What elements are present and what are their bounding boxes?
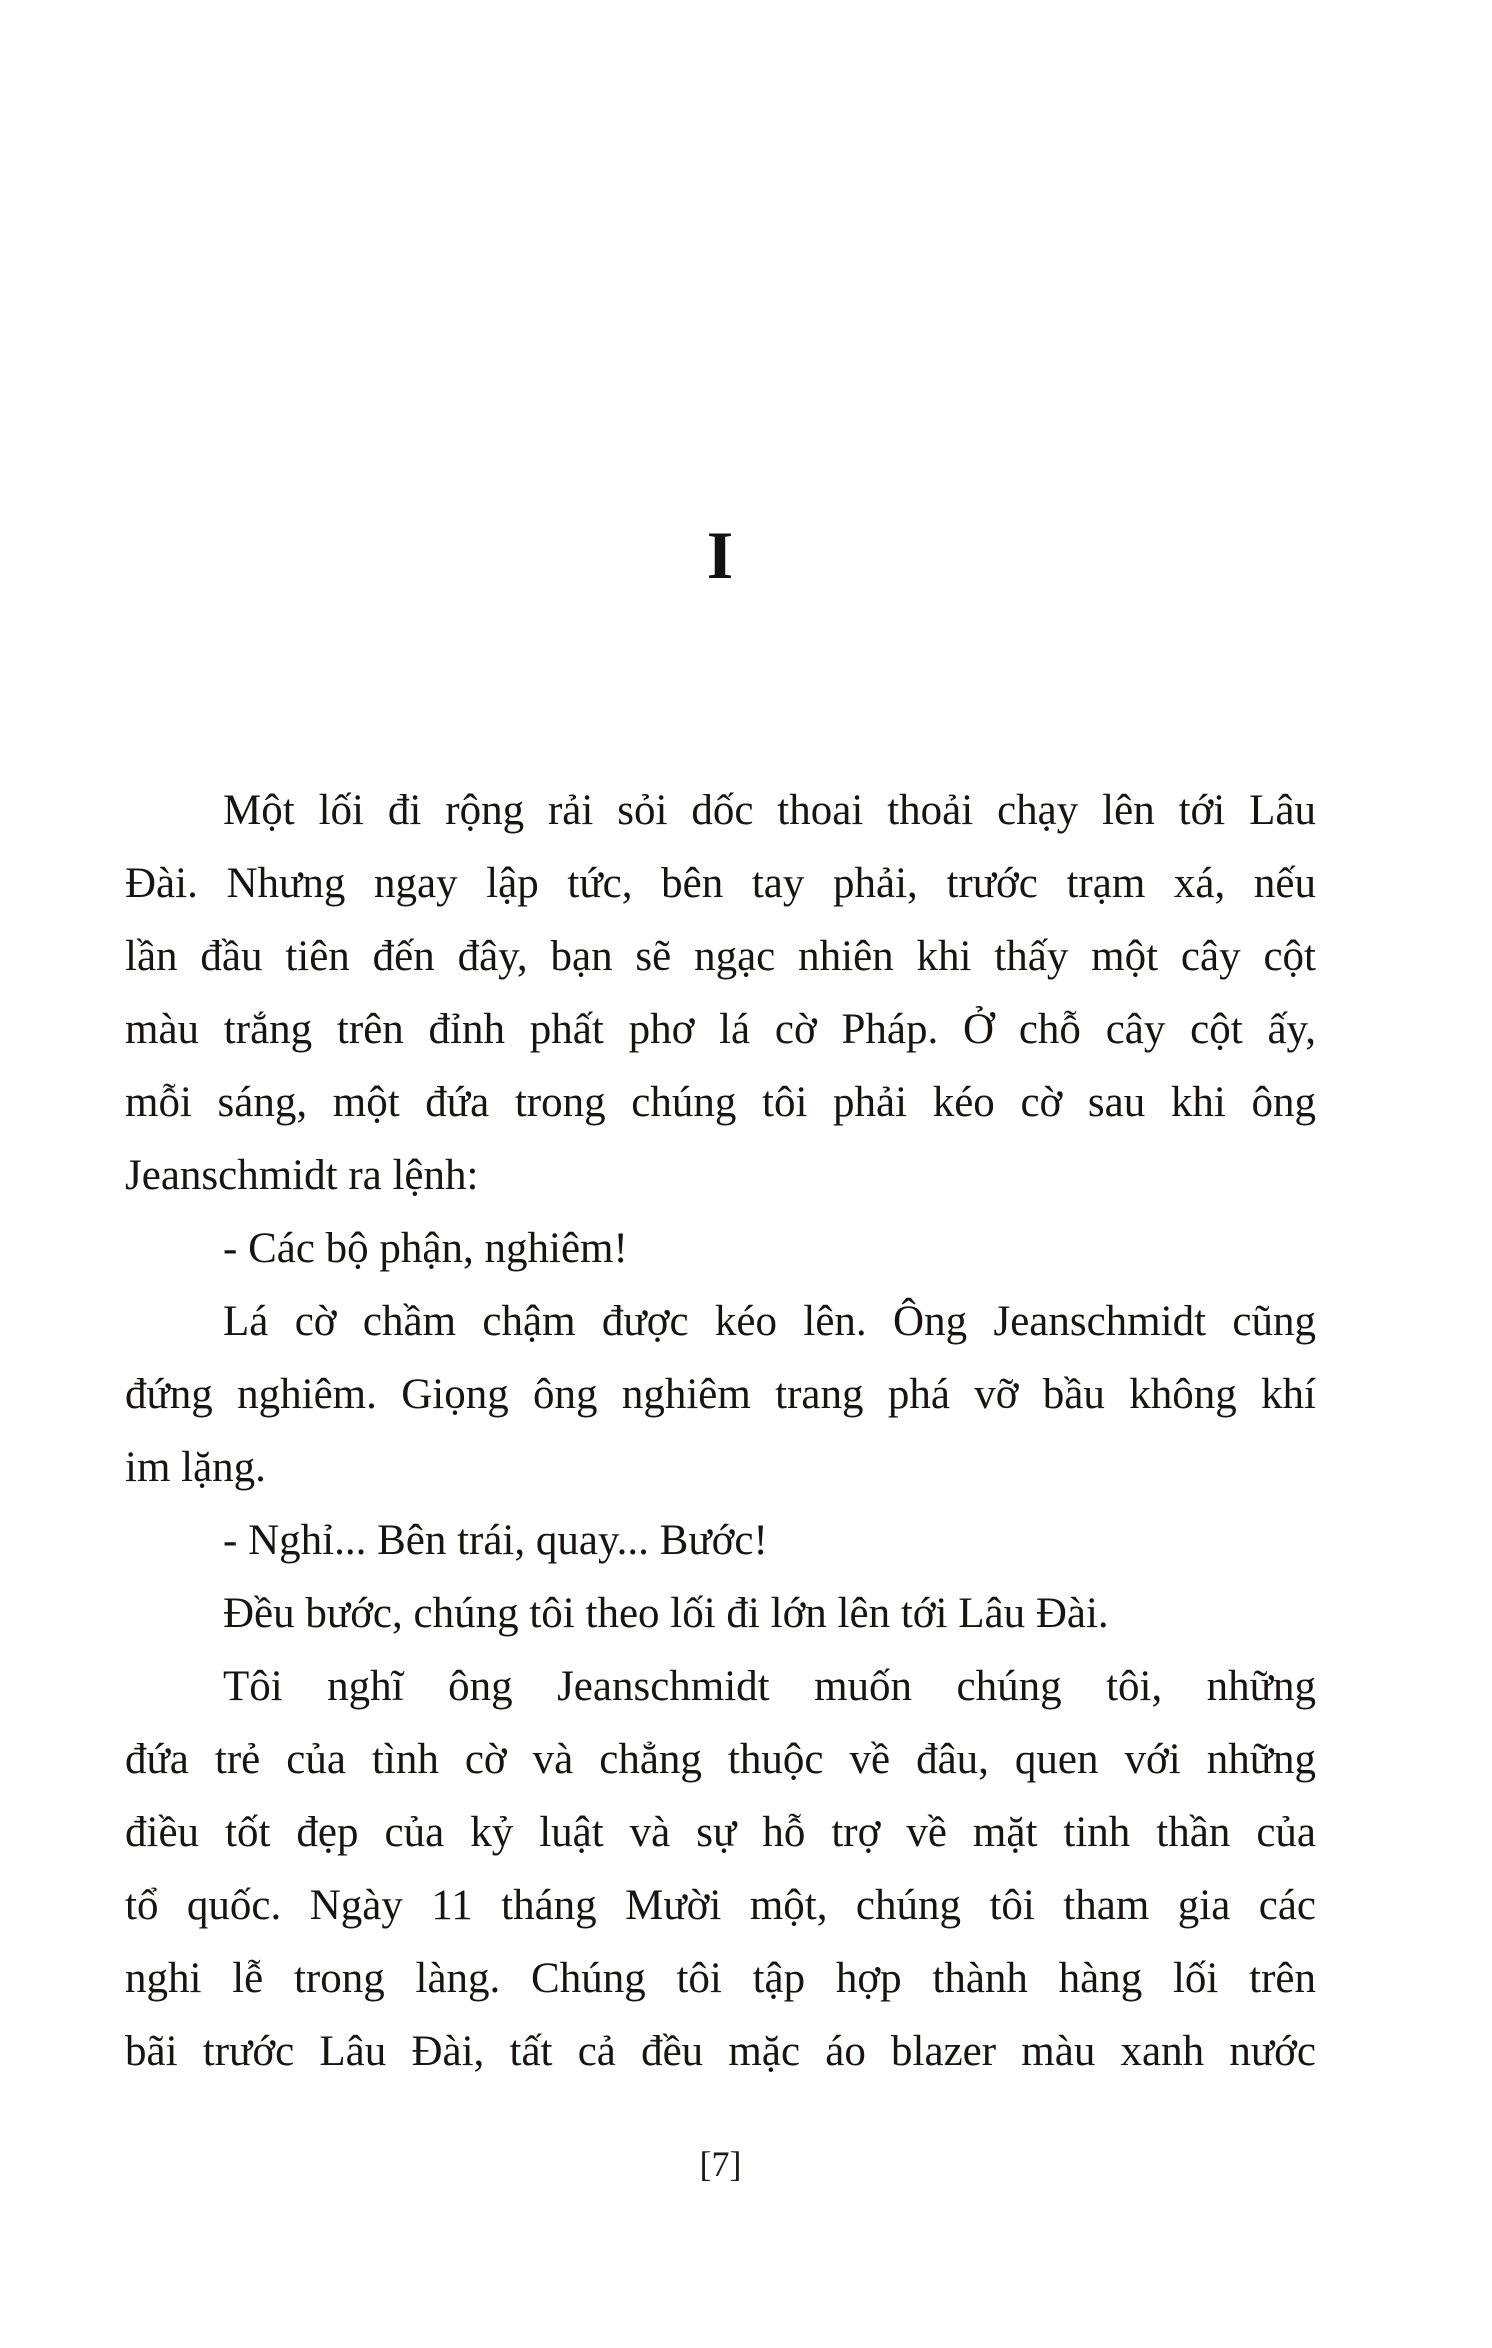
text-line: điều tốt đẹp của kỷ luật và sự hỗ trợ về mặt tinh thần của xyxy=(125,1809,1316,1856)
text-line: đứng nghiêm. Giọng ông nghiêm trang phá vỡ bầu không khí xyxy=(125,1371,1316,1418)
text-line: mỗi sáng, một đứa trong chúng tôi phải kéo cờ sau khi ông xyxy=(125,1079,1316,1126)
text-line: tổ quốc. Ngày 11 tháng Mười một, chúng tôi tham gia các xyxy=(125,1882,1316,1929)
text-block xyxy=(125,774,1316,2088)
text-line: lần đầu tiên đến đây, bạn sẽ ngạc nhiên khi thấy một cây cột xyxy=(125,933,1316,980)
paragraph xyxy=(125,1650,1316,2088)
chapter-heading: I xyxy=(706,517,735,593)
text-line: Đều bước, chúng tôi theo lối đi lớn lên tới Lâu Đài. xyxy=(223,1590,1109,1637)
text-line: nghi lễ trong làng. Chúng tôi tập hợp thành hàng lối trên xyxy=(125,1955,1316,2002)
text-line: Lá cờ chầm chậm được kéo lên. Ông Jeanschmidt cũng xyxy=(223,1298,1316,1345)
paragraph xyxy=(125,1577,1316,1650)
text-line: màu trắng trên đỉnh phất phơ lá cờ Pháp. Ở chỗ cây cột ấy, xyxy=(125,1006,1316,1053)
text-line: Một lối đi rộng rải sỏi dốc thoai thoải chạy lên tới Lâu xyxy=(223,787,1316,834)
text-line: Jeanschmidt ra lệnh: xyxy=(125,1152,479,1199)
text-line: bãi trước Lâu Đài, tất cả đều mặc áo blazer màu xanh nước xyxy=(125,2028,1316,2075)
text-line: im lặng. xyxy=(125,1444,266,1491)
paragraph xyxy=(125,774,1316,1212)
text-line: đứa trẻ của tình cờ và chẳng thuộc về đâu, quen với những xyxy=(125,1736,1316,1783)
paragraph xyxy=(125,1212,1316,1285)
text-line: Tôi nghĩ ông Jeanschmidt muốn chúng tôi, những xyxy=(223,1663,1316,1710)
text-line: - Các bộ phận, nghiêm! xyxy=(223,1225,628,1272)
text-line: Đài. Nhưng ngay lập tức, bên tay phải, trước trạm xá, nếu xyxy=(125,860,1316,907)
page-number: [7] xyxy=(699,2144,742,2184)
paragraph xyxy=(125,1285,1316,1504)
text-line: - Nghỉ... Bên trái, quay... Bước! xyxy=(223,1517,768,1564)
paragraph xyxy=(125,1504,1316,1577)
